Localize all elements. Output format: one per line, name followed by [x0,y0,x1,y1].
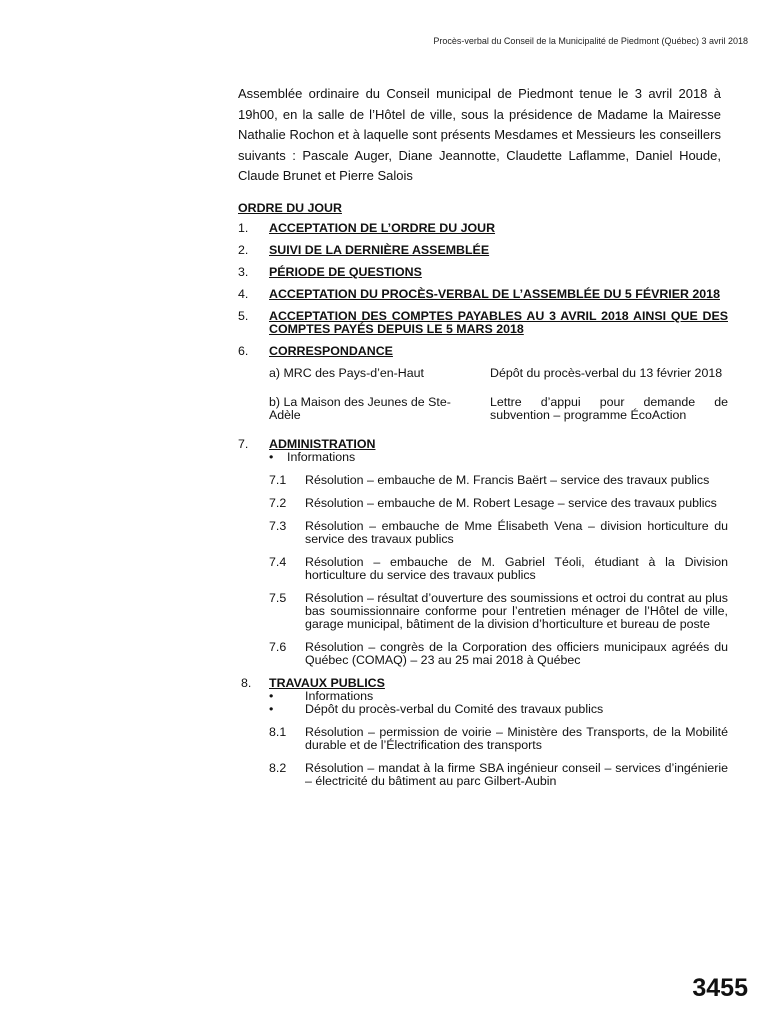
correspondance-description: Lettre d’appui pour demande de subvention – programme ÉcoAction [490,395,728,422]
item-number: 2. [238,243,249,257]
sub-text: Résolution – embauche de M. Robert Lesage – service des travaux publics [305,496,717,510]
sub-number: 7.5 [269,591,287,605]
sub-item-7-6 [269,641,728,667]
bullet-text: Informations [287,450,356,464]
item-title: SUIVI DE LA DERNIÈRE ASSEMBLÉE [269,243,490,257]
bullet-text: Informations [305,689,374,703]
agenda-item-4 [238,288,728,301]
sub-number: 8.2 [269,761,287,775]
correspondance-row [269,367,728,380]
sub-number: 7.1 [269,473,287,487]
sub-item-7-3 [269,520,728,546]
sub-text: Résolution – résultat d’ouverture des soumissions et octroi du contrat au plus bas soumissionnaire conforme pour l’entretien ménager de l’Hôtel de ville, garage municipal, bâtiment de la division d’horticulture et bureau de poste [305,591,728,631]
bullet-icon: • [269,689,274,703]
item-number: 6. [238,344,249,358]
sub-text: Résolution – embauche de M. Francis Baërt – service des travaux publics [305,473,710,487]
item-title: CORRESPONDANCE [269,344,393,358]
sub-text: Résolution – permission de voirie – Ministère des Transports, de la Mobilité durable et de l’Électrification des transports [305,725,728,752]
bullet-item [269,703,728,716]
agenda-item-1 [238,222,728,235]
sub-number: 7.4 [269,555,287,569]
bullet-icon: • [269,702,274,716]
agenda-item-5 [238,310,728,336]
item-title: ACCEPTATION DES COMPTES PAYABLES AU 3 AVRIL 2018 AINSI QUE DES COMPTES PAYÉS DEPUIS LE 5 MARS 2018 [269,309,728,336]
sub-item-7-1 [269,474,728,487]
correspondance-list [269,367,728,422]
bullet-item [269,451,728,464]
agenda-item-3 [238,266,728,279]
sub-text: Résolution – congrès de la Corporation des officiers municipaux agréés du Québec (COMAQ) – 23 au 25 mai 2018 à Québec [305,640,728,667]
item-number: 4. [238,287,249,301]
sub-item-7-5 [269,592,728,631]
sub-text: Résolution – embauche de Mme Élisabeth Vena – division horticulture du service des travaux publics [305,519,728,546]
sub-text: Résolution – mandat à la firme SBA ingénieur conseil – services d’ingénierie – électricité du bâtiment au parc Gilbert-Aubin [305,761,728,788]
sub-number: 7.3 [269,519,287,533]
intro-paragraph: Assemblée ordinaire du Conseil municipal de Piedmont tenue le 3 avril 2018 à 19h00, en la salle de l’Hôtel de ville, sous la présidence de Madame la Mairesse Nathalie Rochon et à laquelle sont présents Mesdames et Messieurs les conseillers suivants : Pascale Auger, Diane Jeannotte, Claudette Laflamme, Daniel Houde, Claude Brunet et Pierre Salois [238,86,721,183]
item-title: TRAVAUX PUBLICS [269,676,385,690]
sub-item-8-1 [269,726,728,752]
bullet-text: Dépôt du procès-verbal du Comité des travaux publics [305,702,604,716]
correspondance-sender: b) La Maison des Jeunes de Ste-Adèle [269,395,451,422]
item-number: 1. [238,221,249,235]
item-title: PÉRIODE DE QUESTIONS [269,265,422,279]
sub-number: 7.6 [269,640,287,654]
item-number: 5. [238,309,249,323]
item-number: 3. [238,265,249,279]
sub-item-7-4 [269,556,728,582]
bullet-icon: • [269,450,274,464]
sub-text: Résolution – embauche de M. Gabriel Téoli, étudiant à la Division horticulture du service des travaux publics [305,555,728,582]
sub-number: 7.2 [269,496,287,510]
sub-number: 8.1 [269,725,287,739]
agenda-item-6 [238,345,728,358]
item-title: ADMINISTRATION [269,437,376,451]
page-header: Procès-verbal du Conseil de la Municipalité de Piedmont (Québec) 3 avril 2018 [433,36,748,46]
item-number: 7. [238,437,249,451]
item-title: ACCEPTATION DE L’ORDRE DU JOUR [269,221,496,235]
agenda-title: ORDRE DU JOUR [238,201,342,215]
correspondance-row [269,396,728,422]
agenda [238,202,728,798]
item-title: ACCEPTATION DU PROCÈS-VERBAL DE L’ASSEMBLÉE DU 5 FÉVRIER 2018 [269,287,720,301]
page-number: 3455 [692,974,748,1002]
agenda-item-2 [238,244,728,257]
sub-item-8-2 [269,762,728,788]
sub-item-7-2 [269,497,728,510]
item-number: 8. [241,676,252,690]
correspondance-sender: a) MRC des Pays-d’en-Haut [269,366,424,380]
correspondance-description: Dépôt du procès-verbal du 13 février 2018 [490,366,723,380]
